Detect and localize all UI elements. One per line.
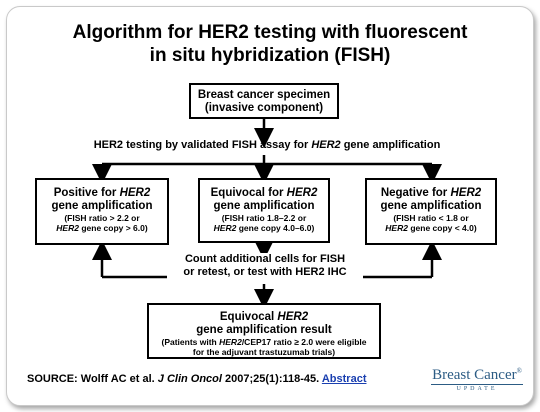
logo-line-2: UPDATE bbox=[431, 384, 523, 392]
fish-assay-label bbox=[67, 139, 467, 152]
negative-box bbox=[365, 178, 497, 245]
fish-assay-italic: HER2 bbox=[311, 139, 341, 151]
equivocal-line-1: Equivocal for HER2 bbox=[210, 187, 318, 199]
specimen-line-1: Breast cancer specimen bbox=[197, 89, 331, 101]
equivocal-box bbox=[198, 178, 330, 243]
positive-box bbox=[35, 178, 169, 245]
result-sub-1: (Patients with HER2/CEP17 ratio ≥ 2.0 were eligible bbox=[161, 337, 367, 347]
negative-sub-1: (FISH ratio < 1.8 or bbox=[393, 213, 469, 223]
negative-line-2: gene amplification bbox=[380, 200, 482, 212]
equivocal-sub-2: HER2 gene copy 4.0–6.0) bbox=[213, 223, 315, 233]
fish-assay-prefix: HER2 testing by validated FISH assay for bbox=[93, 139, 312, 151]
abstract-link[interactable]: Abstract bbox=[321, 373, 367, 385]
result-box bbox=[147, 303, 381, 359]
title-line-2: in situ hybridization (FISH) bbox=[149, 45, 391, 66]
logo-line-1: Breast Cancer bbox=[432, 367, 517, 383]
negative-line-1: Negative for HER2 bbox=[380, 187, 482, 199]
positive-line-1: Positive for HER2 bbox=[53, 187, 151, 199]
source-prefix: SOURCE: Wolff AC et al. bbox=[27, 373, 158, 385]
retest-line-2: or retest, or test with HER2 IHC bbox=[183, 266, 347, 278]
result-line-1: Equivocal HER2 bbox=[219, 311, 309, 323]
breast-cancer-update-logo bbox=[431, 363, 523, 392]
retest-line-1: Count additional cells for FISH bbox=[184, 253, 346, 265]
retest-label bbox=[167, 253, 363, 279]
fish-assay-suffix: gene amplification bbox=[340, 139, 441, 151]
source-citation bbox=[27, 373, 366, 385]
result-sub-2: for the adjuvant trastuzumab trials) bbox=[192, 347, 336, 357]
specimen-box bbox=[189, 83, 339, 119]
logo-registered-mark: ® bbox=[516, 367, 522, 375]
specimen-line-2: (invasive component) bbox=[204, 102, 324, 114]
positive-line-2: gene amplification bbox=[51, 200, 153, 212]
result-line-2: gene amplification result bbox=[196, 324, 332, 336]
slide bbox=[6, 6, 534, 406]
negative-sub-2: HER2 gene copy < 4.0) bbox=[385, 223, 477, 233]
equivocal-line-2: gene amplification bbox=[213, 200, 315, 212]
title-line-1: Algorithm for HER2 testing with fluorescent bbox=[72, 22, 468, 43]
positive-sub-2: HER2 gene copy > 6.0) bbox=[56, 223, 148, 233]
positive-sub-1: (FISH ratio > 2.2 or bbox=[64, 213, 140, 223]
equivocal-sub-1: (FISH ratio 1.8–2.2 or bbox=[221, 213, 307, 223]
source-journal: J Clin Oncol bbox=[157, 373, 222, 385]
source-citation-text: 2007;25(1):118-45. bbox=[221, 373, 322, 385]
